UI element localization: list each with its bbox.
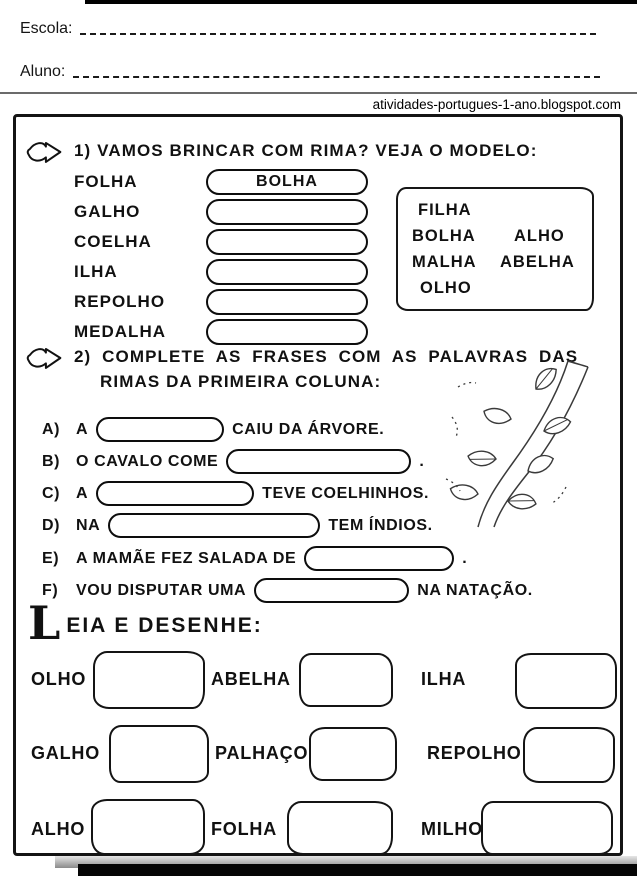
sentence-letter: F) (42, 581, 59, 599)
rhyme-row (74, 319, 368, 345)
sentence-text-before: VOU DISPUTAR UMA (76, 581, 247, 599)
header-divider (0, 92, 637, 94)
rhyme-answer: BOLHA (256, 173, 318, 190)
draw-box[interactable] (299, 653, 393, 707)
activity3-drop-cap: L (28, 596, 61, 650)
rhyme-word: COELHA (74, 232, 152, 251)
draw-word: GALHO (31, 743, 100, 763)
rhyme-row (74, 259, 368, 285)
sentence-text-before: A (76, 484, 89, 502)
draw-word: ABELHA (211, 669, 291, 689)
sentence-row (42, 449, 424, 474)
draw-box[interactable] (481, 801, 613, 855)
draw-word: MILHO (421, 819, 483, 839)
activity2-title-line1: 2) COMPLETE AS FRASES COM AS PALAVRAS DAS (74, 347, 579, 366)
rhyme-word: REPOLHO (74, 292, 166, 311)
aluno-field-row (20, 63, 600, 81)
sentence-text-after: NA NATAÇÃO. (417, 581, 533, 599)
aluno-write-line[interactable] (73, 76, 600, 78)
worksheet-frame (13, 114, 623, 856)
rhyme-row (74, 289, 368, 315)
sentence-text-after: CAIU DA ÁRVORE. (232, 420, 385, 438)
draw-word: OLHO (31, 669, 87, 689)
draw-box[interactable] (109, 725, 209, 783)
sentence-letter: A) (42, 420, 61, 438)
escola-write-line[interactable] (80, 33, 596, 35)
sentence-text-after: . (419, 452, 425, 470)
escola-field-row (20, 20, 596, 38)
sentence-letter: B) (42, 452, 61, 470)
rhyme-row (74, 169, 368, 195)
rhyme-word: GALHO (74, 202, 141, 221)
sentence-blank[interactable] (226, 449, 411, 474)
sentence-row (42, 578, 533, 603)
sentence-text-after: . (462, 549, 468, 567)
sentence-blank[interactable] (96, 417, 224, 442)
word-bank (396, 187, 594, 311)
activity3-title-row (28, 596, 263, 650)
sentence-row (42, 417, 384, 442)
sentence-blank[interactable] (254, 578, 409, 603)
sentence-letter: E) (42, 549, 60, 567)
sentence-text-before: A (76, 420, 89, 438)
draw-word: PALHAÇO (215, 743, 309, 763)
branch-leaves-illustration (416, 359, 594, 529)
rhyme-answer-box[interactable] (206, 289, 368, 315)
rhyme-row (74, 199, 368, 225)
sentence-text-before: NA (76, 516, 101, 534)
word-bank-item: MALHA (412, 253, 477, 271)
sentence-row (42, 513, 433, 538)
arrow-icon (26, 138, 64, 166)
sentence-blank[interactable] (96, 481, 254, 506)
sentence-letter: C) (42, 484, 61, 502)
rhyme-word: ILHA (74, 262, 118, 281)
rhyme-answer-box[interactable] (206, 319, 368, 345)
sentence-row (42, 481, 429, 506)
sentence-text-after: TEVE COELHINHOS. (262, 484, 430, 502)
draw-box[interactable] (515, 653, 617, 709)
scan-edge-bottom (78, 864, 637, 876)
rhyme-answer-box[interactable] (206, 169, 368, 195)
sentence-letter: D) (42, 516, 61, 534)
draw-box[interactable] (287, 801, 393, 855)
draw-word: ALHO (31, 819, 86, 839)
draw-box[interactable] (523, 727, 615, 783)
rhyme-word: MEDALHA (74, 322, 166, 341)
draw-word: FOLHA (211, 819, 277, 839)
activity1-title: 1) VAMOS BRINCAR COM RIMA? VEJA O MODELO: (74, 141, 538, 160)
sentence-blank[interactable] (304, 546, 454, 571)
activity3-title: EIA E DESENHE: (66, 614, 263, 638)
word-bank-item: ALHO (514, 227, 565, 245)
draw-word: ILHA (421, 669, 467, 689)
sentence-text-after: TEM ÍNDIOS. (328, 516, 433, 534)
draw-word: REPOLHO (427, 743, 522, 763)
sentence-row (42, 546, 467, 571)
aluno-label: Aluno: (20, 63, 66, 80)
arrow-icon (26, 344, 64, 372)
sentence-blank[interactable] (108, 513, 320, 538)
draw-box[interactable] (309, 727, 397, 781)
word-bank-item: ABELHA (500, 253, 575, 271)
activity2-title-line2: RIMAS DA PRIMEIRA COLUNA: (100, 371, 382, 391)
rhyme-answer-box[interactable] (206, 229, 368, 255)
draw-box[interactable] (91, 799, 205, 855)
scan-edge-top (85, 0, 637, 4)
draw-box[interactable] (93, 651, 205, 709)
sentence-text-before: O CAVALO COME (76, 452, 219, 470)
rhyme-row (74, 229, 368, 255)
word-bank-item: BOLHA (412, 227, 476, 245)
rhyme-word: FOLHA (74, 172, 138, 191)
blog-url: atividades-portugues-1-ano.blogspot.com (372, 97, 621, 112)
activity1-title-row (26, 139, 616, 166)
sentence-text-before: A MAMÃE FEZ SALADA DE (76, 549, 297, 567)
word-bank-item: FILHA (418, 201, 472, 219)
word-bank-item: OLHO (420, 279, 472, 297)
escola-label: Escola: (20, 20, 73, 37)
rhyme-answer-box[interactable] (206, 259, 368, 285)
rhyme-answer-box[interactable] (206, 199, 368, 225)
